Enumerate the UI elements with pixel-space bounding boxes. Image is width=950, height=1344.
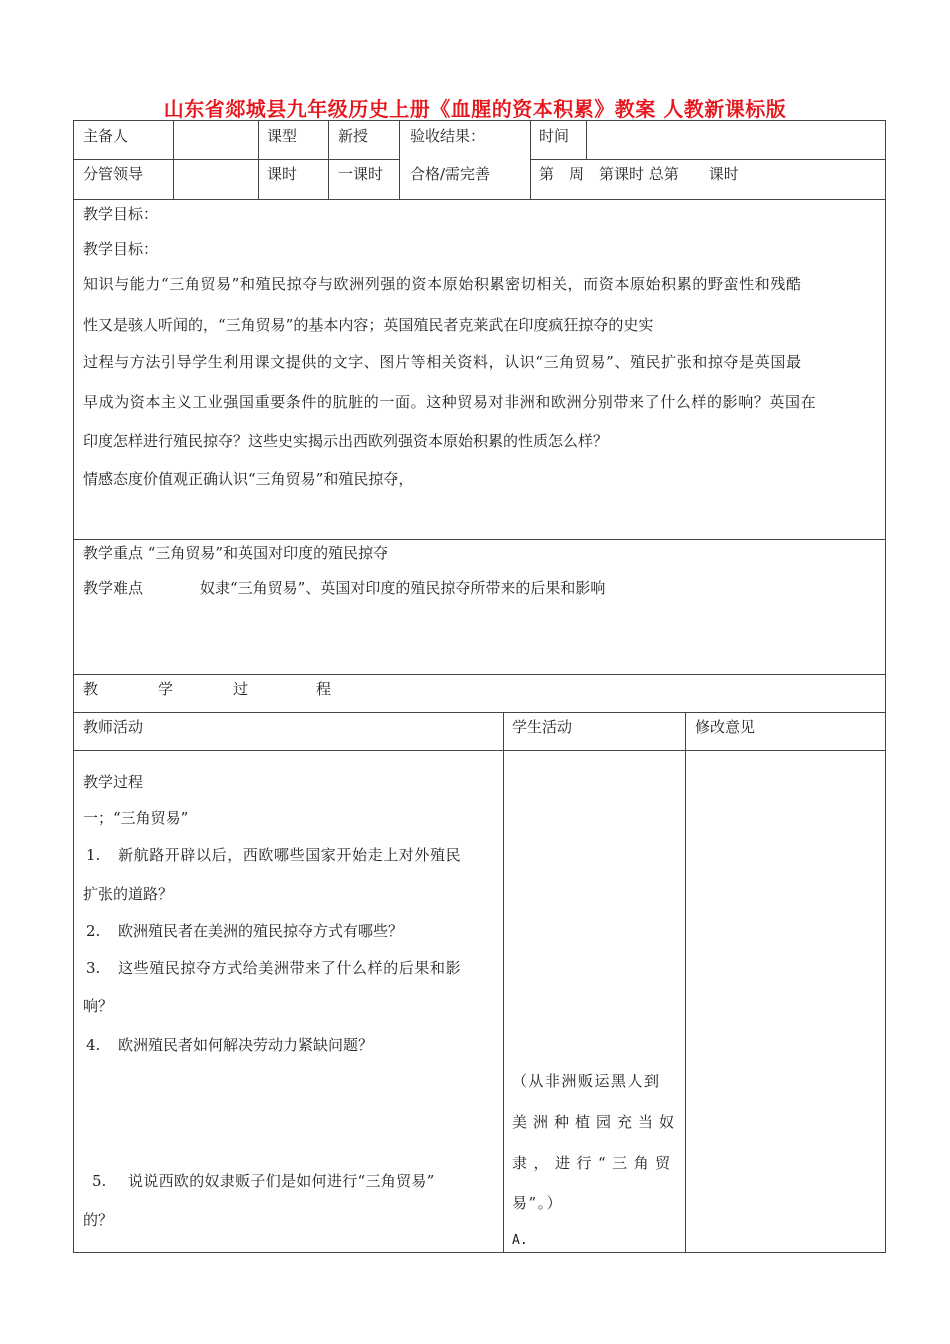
student-answer-line: （从非洲贩运黑人到 <box>512 1072 661 1090</box>
col-divider <box>258 121 259 199</box>
process-heading-char: 教 <box>83 680 99 698</box>
question-text: 欧洲殖民者在美洲的殖民掠夺方式有哪些？ <box>118 922 404 940</box>
document-title: 山东省郯城县九年级历史上册《血腥的资本积累》教案 人教新课标版 <box>163 97 787 121</box>
question-text: 说说西欧的奴隶贩子们是如何进行“三角贸易” <box>128 1172 435 1190</box>
difficulty-label: 教学难点 <box>83 579 144 597</box>
check-result-value: 合格/需完善 <box>410 165 491 183</box>
revise-column-header: 修改意见 <box>695 718 756 736</box>
col-divider <box>586 121 587 159</box>
preparer-label: 主备人 <box>83 127 129 145</box>
teacher-heading: 教学过程 <box>83 773 144 791</box>
goals-line: 印度怎样进行殖民掠夺？这些史实揭示出西欧列强资本原始积累的性质怎么样？ <box>83 432 609 450</box>
teacher-column-header: 教师活动 <box>83 718 144 736</box>
lesson-type-value: 新授 <box>338 127 369 145</box>
goals-heading: 教学目标： <box>83 205 159 223</box>
lesson-type-label: 课型 <box>267 127 298 145</box>
question-number: 4. <box>86 1036 101 1054</box>
col-divider <box>503 712 504 1253</box>
goals-line: 情感态度价值观正确认识“三角贸易”和殖民掠夺， <box>83 470 414 488</box>
col-divider <box>530 121 531 199</box>
goals-line: 知识与能力“三角贸易”和殖民掠夺与欧洲列强的资本原始积累密切相关，而资本原始积累的野蛮性和残酷 <box>83 275 802 293</box>
row-divider <box>530 159 886 160</box>
row-divider <box>74 539 886 540</box>
teacher-section: 一；“三角贸易” <box>83 809 189 827</box>
row-divider <box>74 712 886 713</box>
time-label: 时间 <box>539 127 570 145</box>
question-text: 这些殖民掠夺方式给美洲带来了什么样的后果和影 <box>118 959 462 977</box>
key-point: 教学重点 “三角贸易”和英国对印度的殖民掠夺 <box>83 544 389 562</box>
row-divider <box>74 750 886 751</box>
student-answer-line: 美洲种植园充当奴 <box>512 1113 681 1131</box>
student-column-header: 学生活动 <box>512 718 573 736</box>
process-heading-char: 过 <box>233 680 249 698</box>
question-text: 扩张的道路？ <box>83 885 174 903</box>
col-divider <box>685 712 686 1253</box>
goals-heading: 教学目标： <box>83 240 159 258</box>
row-divider <box>74 159 202 160</box>
week-value: 第 周 第课时 总第 课时 <box>539 165 739 183</box>
goals-line: 性又是骇人听闻的，“三角贸易”的基本内容；英国殖民者克莱武在印度疯狂掠夺的史实 <box>83 316 654 334</box>
row-divider <box>74 674 886 675</box>
row-divider <box>202 159 327 160</box>
process-heading-char: 学 <box>158 680 174 698</box>
student-answer-line: A. <box>512 1233 528 1248</box>
hours-value: 一课时 <box>338 165 384 183</box>
question-number: 2. <box>86 922 101 940</box>
process-heading-char: 程 <box>316 680 332 698</box>
question-number: 3. <box>86 959 101 977</box>
col-divider <box>173 121 174 199</box>
question-text: 响？ <box>83 997 114 1015</box>
goals-line: 过程与方法引导学生利用课文提供的文字、图片等相关资料，认识“三角贸易”、殖民扩张和掠夺是英国最 <box>83 353 802 371</box>
question-number: 1. <box>86 846 101 864</box>
student-answer-line: 隶，进行“三角贸 <box>512 1154 677 1172</box>
col-divider <box>399 121 400 199</box>
question-number: 5. <box>92 1172 107 1190</box>
question-text: 欧洲殖民者如何解决劳动力紧缺问题？ <box>118 1036 374 1054</box>
check-result-label: 验收结果： <box>410 127 486 145</box>
hours-label: 课时 <box>267 165 298 183</box>
question-text: 的？ <box>83 1211 114 1229</box>
row-divider <box>327 159 399 160</box>
question-text: 新航路开辟以后，西欧哪些国家开始走上对外殖民 <box>118 846 462 864</box>
difficulty-value: 奴隶“三角贸易”、英国对印度的殖民掠夺所带来的后果和影响 <box>200 579 606 597</box>
row-divider <box>74 199 886 200</box>
student-answer-line: 易”。） <box>512 1194 564 1212</box>
col-divider <box>328 121 329 199</box>
leader-label: 分管领导 <box>83 165 144 183</box>
goals-line: 早成为资本主义工业强国重要条件的肮脏的一面。这种贸易对非洲和欧洲分别带来了什么样的影响？英国在 <box>83 393 817 411</box>
